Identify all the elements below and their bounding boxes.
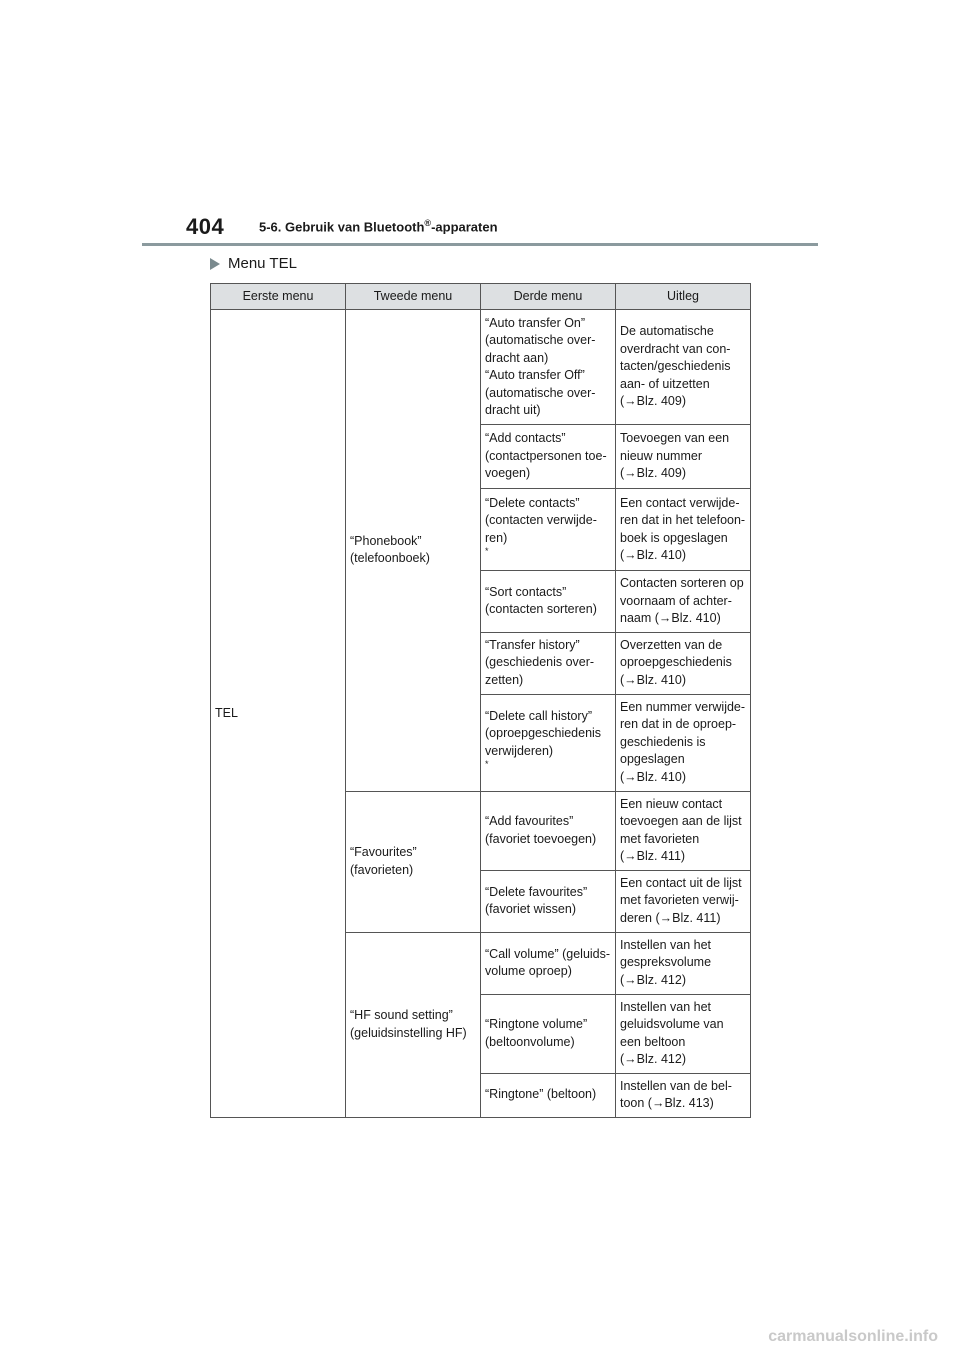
explanation-cell: Toevoegen van een nieuw nummer (→Blz. 409) <box>616 425 751 489</box>
explanation-cell: De automatische overdracht van con- tacten/geschiedenis aan- of uitzetten (→Blz. 409) <box>616 310 751 425</box>
third-menu-cell: “Transfer history” (geschiedenis over- zetten) <box>481 632 616 694</box>
page-number: 404 <box>186 214 225 239</box>
header-title-prefix: 5-6. Gebruik van Bluetooth <box>259 219 425 235</box>
explanation-cell: Instellen van de bel- toon (→Blz. 413) <box>616 1073 751 1117</box>
third-menu-cell: “Delete favourites” (favoriet wissen) <box>481 870 616 932</box>
second-menu-cell-hf-sound: “HF sound setting” (geluidsinstelling HF) <box>346 932 481 1117</box>
watermark: carmanualsonline.info <box>768 1328 938 1345</box>
explanation-cell: Een nieuw contact toevoegen aan de lijst met favorieten (→Blz. 411) <box>616 791 751 870</box>
explanation-cell: Een contact uit de lijst met favorieten verwij- deren (→Blz. 411) <box>616 870 751 932</box>
table-header-row <box>211 284 751 310</box>
header-explanation: Uitleg <box>616 284 751 310</box>
header-title-suffix: -apparaten <box>431 219 498 235</box>
second-menu-cell-favourites: “Favourites” (favorieten) <box>346 791 481 932</box>
header-first-menu: Eerste menu <box>211 284 346 310</box>
header-second-menu: Tweede menu <box>346 284 481 310</box>
third-menu-cell: “Delete contacts” (contacten verwijde- ren) * <box>481 489 616 571</box>
third-menu-cell: “Ringtone” (beltoon) <box>481 1073 616 1117</box>
section-heading <box>210 255 297 272</box>
first-menu-cell: TEL <box>211 310 346 1118</box>
third-menu-cell: “Add favourites” (favoriet toevoegen) <box>481 791 616 870</box>
tel-menu-table <box>210 283 751 1118</box>
second-menu-cell-phonebook: “Phonebook” (telefoonboek) <box>346 310 481 792</box>
footnote-asterisk: * <box>485 758 489 769</box>
header-rule <box>142 243 818 246</box>
registered-mark: ® <box>424 218 432 228</box>
explanation-cell: Instellen van het geluidsvolume van een beltoon (→Blz. 412) <box>616 994 751 1073</box>
third-menu-cell: “Add contacts” (contactpersonen toe- voegen) <box>481 425 616 489</box>
third-menu-cell: “Ringtone volume” (beltoonvolume) <box>481 994 616 1073</box>
third-menu-cell: “Delete call history” (oproepgeschiedenis verwijderen) * <box>481 694 616 791</box>
third-menu-cell: “Auto transfer On” (automatische over- dracht aan) “Auto transfer Off” (automatische over- dracht uit) <box>481 310 616 425</box>
explanation-cell: Contacten sorteren op voornaam of achter- naam (→Blz. 410) <box>616 571 751 633</box>
triangle-bullet-icon <box>210 258 220 270</box>
section-heading-text: Menu TEL <box>228 255 297 272</box>
explanation-cell: Overzetten van de oproepgeschiedenis (→Blz. 410) <box>616 632 751 694</box>
third-menu-cell: “Call volume” (geluids- volume oproep) <box>481 932 616 994</box>
explanation-cell: Een nummer verwijde- ren dat in de oproep- geschiedenis is opgeslagen (→Blz. 410) <box>616 694 751 791</box>
table-row <box>211 310 751 425</box>
third-menu-cell: “Sort contacts” (contacten sorteren) <box>481 571 616 633</box>
header-title <box>259 218 498 234</box>
explanation-cell: Instellen van het gespreksvolume (→Blz. 412) <box>616 932 751 994</box>
header-third-menu: Derde menu <box>481 284 616 310</box>
footnote-asterisk: * <box>485 545 489 556</box>
explanation-cell: Een contact verwijde- ren dat in het telefoon- boek is opgeslagen (→Blz. 410) <box>616 489 751 571</box>
